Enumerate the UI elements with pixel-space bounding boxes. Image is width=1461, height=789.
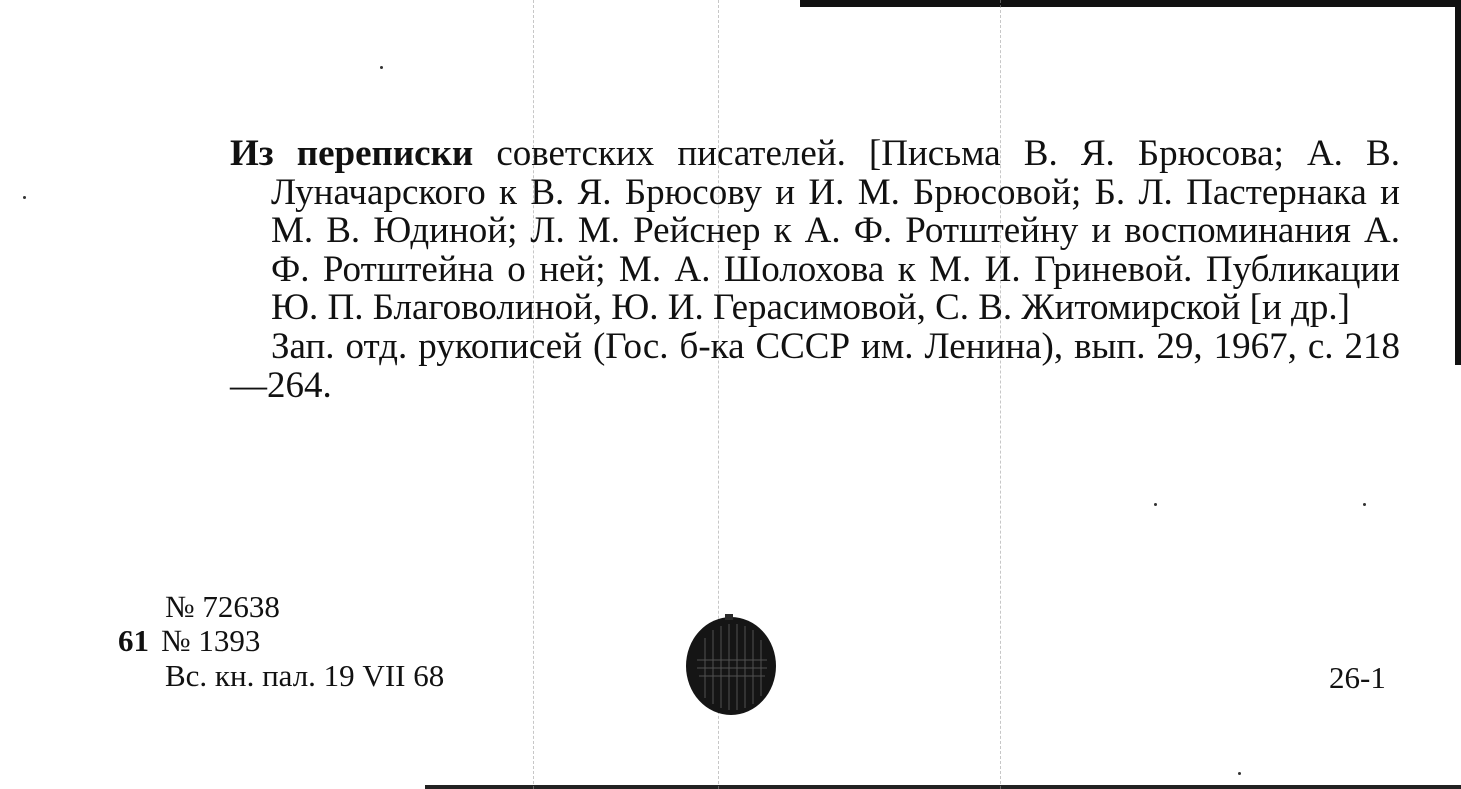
book-chamber-stamp: Вс. кн. пал. 19 VII 68 <box>165 658 445 693</box>
classification-code: 26-1 <box>1329 660 1386 695</box>
scan-speck <box>1363 503 1366 506</box>
card-edge-right <box>1455 0 1461 365</box>
record-number-line <box>118 625 260 657</box>
card-edge-bottom <box>425 785 1461 789</box>
scan-speck <box>380 66 383 69</box>
record-number: № 1393 <box>161 623 261 658</box>
entry-source: Зап. отд. рукописей (Гос. б-ка СССР им. Ленина), вып. 29, 1967, с. 218—264. <box>230 325 1400 406</box>
entry-title-text: советских писателей. [Письма В. Я. Брюсова; А. В. Луначарского к В. Я. Брюсову и И. М. Брюсовой; Б. Л. Пастернака и М. В. Юдиной; Л. М. Рейснер к А. Ф. Ротштейну и воспоминания А. Ф. Ротштейна о ней; М. А. Шолохова к М. И. Гриневой. Публикации Ю. П. Благоволиной, Ю. И. Герасимовой, С. В. Житомирской [и др.] <box>271 133 1400 329</box>
registration-number: № 72638 <box>165 589 280 624</box>
card-edge-top <box>800 0 1461 7</box>
entry-title <box>230 135 1400 328</box>
bibliographic-entry <box>230 135 1400 405</box>
entry-heading: Из переписки <box>230 133 474 174</box>
punch-hole-icon <box>685 612 777 716</box>
scan-speck <box>1238 772 1241 775</box>
lead-number: 61 <box>118 623 149 658</box>
scan-speck <box>23 196 26 199</box>
scan-speck <box>1154 503 1157 506</box>
